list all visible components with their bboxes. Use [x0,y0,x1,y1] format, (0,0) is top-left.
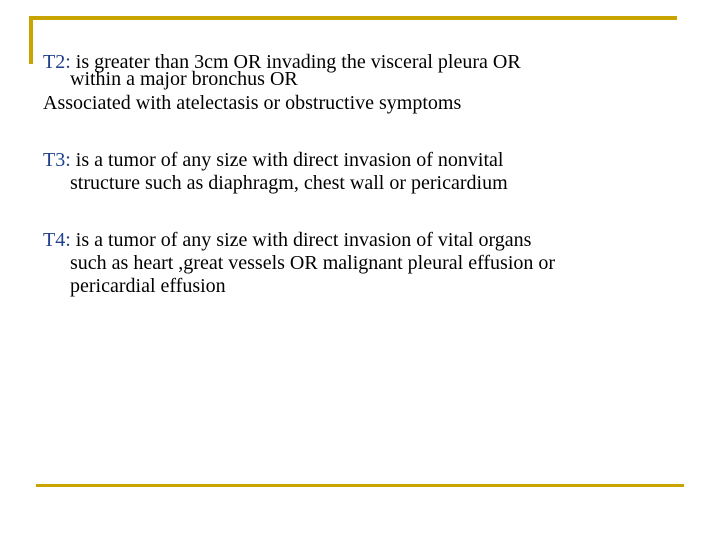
frame-bottom-accent [36,484,684,487]
t4-line-1 [43,229,693,252]
t2-or-1: OR [233,51,262,73]
t3-line-1 [43,149,693,172]
t2-or-2: OR [492,51,521,73]
t4-item [43,229,693,298]
frame-left-accent [29,16,33,64]
t4-line-2: such as heart ,great vessels OR malignant pleural effusion or [70,252,556,274]
t2-line-3: Associated with atelectasis or obstructive symptoms [43,92,462,114]
t2-item [43,51,693,115]
slide-body [43,51,693,298]
t3-line-2: structure such as diaphragm, chest wall or pericardium [70,172,508,194]
frame-top-accent [29,16,677,20]
t3-item [43,149,693,195]
t3-line-1-text: is a tumor of any size with direct invasion of nonvital [70,149,504,171]
t4-line-3: pericardial effusion [70,275,226,297]
t2-or-3: OR [269,68,298,90]
t4-line-1-text: is a tumor of any size with direct invasion of vital organs [70,229,532,251]
t4-label: T4: [43,229,71,251]
t2-line-1-text: is greater than 3cm [70,51,234,73]
t3-label: T3: [43,149,71,171]
t2-label: T2: [43,51,71,73]
t2-line-1-text-2: invading the visceral pleura [261,51,493,73]
t2-line-2-text: within a major bronchus [70,68,270,90]
